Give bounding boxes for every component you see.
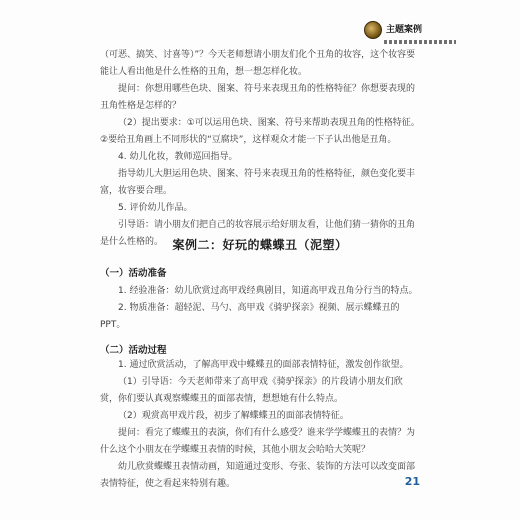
section-preparation bbox=[100, 283, 420, 334]
section-paragraph: （2）观赏高甲戏片段，初步了解蝶蝶丑的面部表情特征。 bbox=[118, 411, 349, 421]
intro-paragraph: 5. 评价幼儿作品。 bbox=[118, 203, 193, 213]
intro-paragraph: （2）提出要求：①可以运用色块、图案、符号来帮助表现丑角的性格特征。②要给丑角画上不同形状的“豆腐块”，这样观众才能一下子认出他是丑角。 bbox=[100, 118, 420, 145]
section-paragraph: 1. 通过欣赏活动，了解高甲戏中蝶蝶丑的面部表情特征，激发创作欲望。 bbox=[118, 360, 409, 370]
intro-text bbox=[100, 47, 420, 251]
section-paragraph: 2. 物质准备：超轻泥、马勺、高甲戏《骑驴探亲》视频、展示蝶蝶丑的PPT。 bbox=[100, 303, 400, 330]
theme-badge bbox=[364, 20, 456, 40]
intro-paragraph: 4. 幼儿化妆，教师巡回指导。 bbox=[118, 152, 238, 162]
section-process bbox=[100, 357, 420, 493]
case-title: 案例二：好玩的蝶蝶丑（泥塑） bbox=[172, 238, 348, 252]
section-paragraph: 提问：看完了蝶蝶丑的表演，你们有什么感受？谁来学学蝶蝶丑的表情？为什么这个小朋友在学蝶蝶丑表情的时候，其他小朋友会哈哈大笑呢？ bbox=[100, 428, 416, 455]
theme-badge-label: 主题案例 bbox=[386, 25, 423, 35]
page-number: 21 bbox=[404, 475, 420, 488]
intro-paragraph: 提问：你想用哪些色块、图案、符号来表现丑角的性格特征？你想要表现的丑角性格是怎样的？ bbox=[100, 84, 416, 111]
intro-paragraph: （可恶、搞笑、讨喜等）”？今天老师想请小朋友们化个丑角的妆容，这个妆容要能让人看出他是什么性格的丑角，想一想怎样化妆。 bbox=[100, 50, 416, 77]
section-heading-preparation: （一）活动准备 bbox=[100, 268, 167, 279]
section-paragraph: 1. 经验准备：幼儿欣赏过高甲戏经典剧目，知道高甲戏丑角分行当的特点。 bbox=[118, 286, 418, 296]
section-heading-process: （二）活动过程 bbox=[100, 345, 167, 356]
theme-emblem-icon bbox=[364, 21, 382, 39]
section-paragraph: （1）引导语：今天老师带来了高甲戏《骑驴探亲》的片段请小朋友们欣赏，你们要认真观察蝶蝶丑的面部表情，想想她有什么特点。 bbox=[100, 377, 403, 404]
intro-paragraph: 指导幼儿大胆运用色块、图案、符号来表现丑角的性格特征，颜色变化要丰富，妆容要合理。 bbox=[100, 169, 416, 196]
header-decoration bbox=[384, 40, 456, 44]
section-paragraph: 幼儿欣赏蝶蝶丑表情动画，知道通过变形、夸张、装饰的方法可以改变面部表情特征，使之看起来特别有趣。 bbox=[100, 462, 416, 489]
intro-paragraph: 引导语：请小朋友们把自己的妆容展示给好朋友看，让他们猜一猜你的丑角是什么性格的。 bbox=[100, 220, 416, 247]
